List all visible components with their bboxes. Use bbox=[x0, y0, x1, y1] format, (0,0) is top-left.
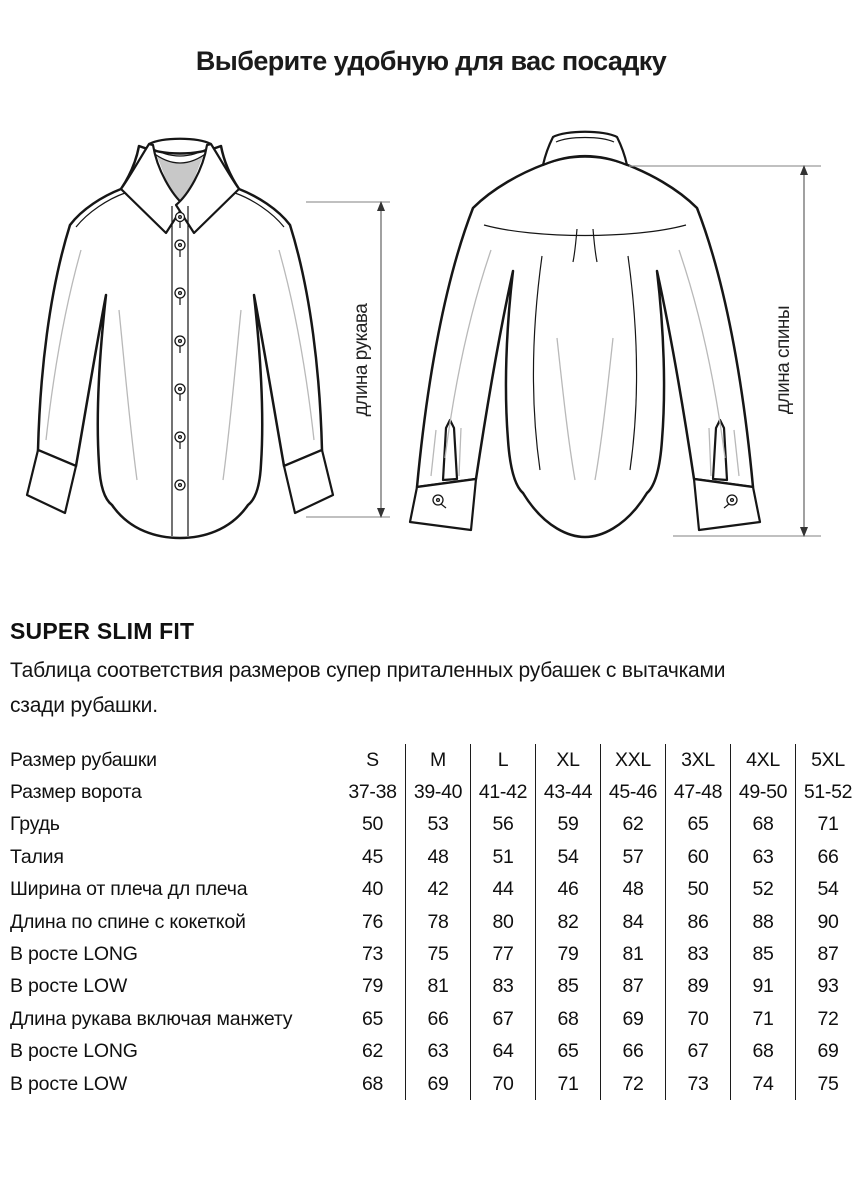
row-value: 65 bbox=[665, 809, 730, 841]
row-value: 83 bbox=[665, 938, 730, 970]
row-value: 71 bbox=[535, 1068, 600, 1100]
row-value: 81 bbox=[405, 971, 470, 1003]
row-value: 75 bbox=[795, 1068, 860, 1100]
row-value: 47-48 bbox=[665, 776, 730, 808]
row-value: 40 bbox=[361, 878, 384, 901]
row-value: 79 bbox=[361, 975, 384, 998]
table-row bbox=[10, 874, 860, 906]
front-collar-band-top bbox=[149, 139, 211, 144]
row-value: XXL bbox=[600, 744, 665, 776]
row-value: 48 bbox=[405, 841, 470, 873]
row-value: 49-50 bbox=[730, 776, 795, 808]
row-value: 85 bbox=[730, 938, 795, 970]
row-value: 69 bbox=[600, 1003, 665, 1035]
table-row bbox=[10, 906, 860, 938]
table-row bbox=[10, 1003, 860, 1035]
row-value: 66 bbox=[795, 841, 860, 873]
size-table bbox=[10, 744, 860, 1100]
row-value: 73 bbox=[361, 943, 384, 966]
shirt-front-drawing bbox=[25, 132, 400, 552]
fit-description-line2: сзади рубашки. bbox=[10, 694, 158, 717]
row-value: 3XL bbox=[665, 744, 730, 776]
row-value: 62 bbox=[361, 1040, 384, 1063]
row-value: 73 bbox=[665, 1068, 730, 1100]
row-value: 68 bbox=[361, 1072, 384, 1095]
row-value: 89 bbox=[665, 971, 730, 1003]
row-value: 54 bbox=[795, 874, 860, 906]
row-value: 69 bbox=[405, 1068, 470, 1100]
row-value: 72 bbox=[600, 1068, 665, 1100]
row-value: M bbox=[405, 744, 470, 776]
row-value: 50 bbox=[361, 813, 384, 836]
row-value: 46 bbox=[535, 874, 600, 906]
row-value: 84 bbox=[600, 906, 665, 938]
row-label: В росте LONG bbox=[10, 1040, 138, 1063]
row-label: Длина по спине с кокеткой bbox=[10, 910, 246, 933]
row-value: 87 bbox=[795, 938, 860, 970]
row-value: 71 bbox=[730, 1003, 795, 1035]
row-value: 62 bbox=[600, 809, 665, 841]
row-value: 45-46 bbox=[600, 776, 665, 808]
row-value: 85 bbox=[535, 971, 600, 1003]
row-value: 70 bbox=[470, 1068, 535, 1100]
row-value: 68 bbox=[730, 809, 795, 841]
row-value: 63 bbox=[730, 841, 795, 873]
row-value: 52 bbox=[730, 874, 795, 906]
row-value: 59 bbox=[535, 809, 600, 841]
row-value: L bbox=[470, 744, 535, 776]
row-value: 71 bbox=[795, 809, 860, 841]
row-value: 41-42 bbox=[470, 776, 535, 808]
row-value: 74 bbox=[730, 1068, 795, 1100]
table-row bbox=[10, 938, 860, 970]
fit-description bbox=[10, 653, 810, 723]
row-value: 78 bbox=[405, 906, 470, 938]
row-value: 64 bbox=[470, 1036, 535, 1068]
row-value: 79 bbox=[535, 938, 600, 970]
row-label: В росте LONG bbox=[10, 943, 138, 966]
row-value: 45 bbox=[361, 845, 384, 868]
row-value: S bbox=[366, 748, 379, 771]
back-left-sleeve-placket bbox=[443, 420, 457, 480]
row-value: 51-52 bbox=[795, 776, 860, 808]
table-row bbox=[10, 1036, 860, 1068]
fit-description-line1: Таблица соответствия размеров супер приталенных рубашек с вытачками bbox=[10, 659, 726, 682]
row-value: 39-40 bbox=[405, 776, 470, 808]
row-value: 88 bbox=[730, 906, 795, 938]
row-value: 77 bbox=[470, 938, 535, 970]
row-value: 83 bbox=[470, 971, 535, 1003]
row-value: 75 bbox=[405, 938, 470, 970]
row-value: 76 bbox=[361, 910, 384, 933]
row-label: В росте LOW bbox=[10, 975, 128, 998]
row-value: 68 bbox=[535, 1003, 600, 1035]
row-value: XL bbox=[535, 744, 600, 776]
row-value: 43-44 bbox=[535, 776, 600, 808]
row-value: 42 bbox=[405, 874, 470, 906]
shirt-back-drawing bbox=[405, 128, 850, 548]
row-value: 68 bbox=[730, 1036, 795, 1068]
row-value: 48 bbox=[600, 874, 665, 906]
row-value: 67 bbox=[470, 1003, 535, 1035]
row-value: 65 bbox=[535, 1036, 600, 1068]
row-value: 86 bbox=[665, 906, 730, 938]
row-value: 90 bbox=[795, 906, 860, 938]
row-label: Размер рубашки bbox=[10, 748, 157, 771]
row-value: 66 bbox=[600, 1036, 665, 1068]
row-value: 50 bbox=[665, 874, 730, 906]
row-value: 51 bbox=[470, 841, 535, 873]
row-value: 93 bbox=[795, 971, 860, 1003]
back-right-cuff bbox=[694, 479, 760, 530]
row-value: 53 bbox=[405, 809, 470, 841]
back-length-label: длина спины bbox=[773, 305, 794, 415]
row-value: 70 bbox=[665, 1003, 730, 1035]
table-row bbox=[10, 1068, 860, 1100]
row-value: 65 bbox=[361, 1007, 384, 1030]
row-value: 66 bbox=[405, 1003, 470, 1035]
table-row bbox=[10, 809, 860, 841]
table-row bbox=[10, 841, 860, 873]
row-value: 72 bbox=[795, 1003, 860, 1035]
row-value: 91 bbox=[730, 971, 795, 1003]
row-value: 5XL bbox=[795, 744, 860, 776]
fit-heading: SUPER SLIM FIT bbox=[10, 618, 195, 644]
row-value: 60 bbox=[665, 841, 730, 873]
row-value: 4XL bbox=[730, 744, 795, 776]
table-row bbox=[10, 744, 860, 776]
row-value: 57 bbox=[600, 841, 665, 873]
row-value: 37-38 bbox=[348, 781, 397, 804]
row-label: Длина рукава включая манжету bbox=[10, 1007, 293, 1030]
table-row bbox=[10, 776, 860, 808]
row-value: 81 bbox=[600, 938, 665, 970]
row-label: Ширина от плеча дл плеча bbox=[10, 878, 248, 901]
row-value: 80 bbox=[470, 906, 535, 938]
row-value: 67 bbox=[665, 1036, 730, 1068]
page-title: Выберите удобную для вас посадку bbox=[195, 46, 667, 76]
row-value: 82 bbox=[535, 906, 600, 938]
back-left-cuff bbox=[410, 479, 476, 530]
row-label: Талия bbox=[10, 845, 64, 868]
row-value: 69 bbox=[795, 1036, 860, 1068]
row-value: 87 bbox=[600, 971, 665, 1003]
row-value: 56 bbox=[470, 809, 535, 841]
row-label: Размер ворота bbox=[10, 781, 142, 804]
row-value: 63 bbox=[405, 1036, 470, 1068]
sleeve-length-label: длина рукава bbox=[351, 303, 372, 417]
row-value: 44 bbox=[470, 874, 535, 906]
back-right-sleeve-placket bbox=[713, 420, 727, 480]
row-value: 54 bbox=[535, 841, 600, 873]
row-label: В росте LOW bbox=[10, 1072, 128, 1095]
row-label: Грудь bbox=[10, 813, 60, 836]
table-row bbox=[10, 971, 860, 1003]
